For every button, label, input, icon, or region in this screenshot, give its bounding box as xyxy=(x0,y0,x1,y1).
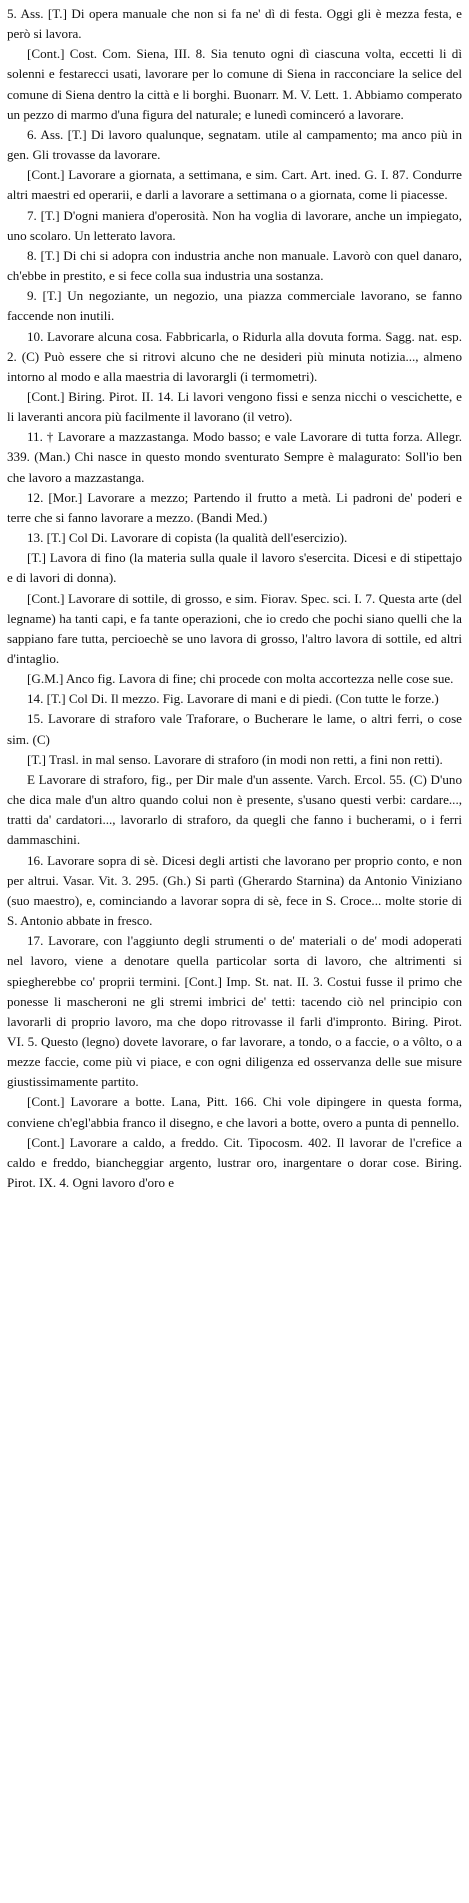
dictionary-entry: [Cont.] Lavorare a caldo, a freddo. Cit. Tipocosm. 402. Il lavorar de l'crefice a caldo e freddo, biancheggiar argento, lustrar oro, inargentare o dorar cose. Biring. Pirot. IX. 4. Ogni lavoro d'oro e xyxy=(7,1134,462,1191)
dictionary-entry: 9. [T.] Un negoziante, un negozio, una piazza commerciale lavorano, se fanno faccende non inutili. xyxy=(7,288,462,324)
dictionary-entry: 8. [T.] Di chi si adopra con industria anche non manuale. Lavorò con quel danaro, ch'ebbe in prestito, e si fece colla sua industria una sostanza. xyxy=(7,247,462,284)
dictionary-entry: [Cont.] Cost. Com. Siena, III. 8. Sia tenuto ogni dì ciascuna volta, eccetti li dì solenni e festarecci usati, lavorare per lo comune di Siena in racconciare la selice del comune di Siena dentro la città e li borghi. Buonarr. M. V. Lett. 1. Abbiamo comperato un pezzo di marmo d'una figura del naturale; e lunedì cominceró a lavorare. xyxy=(7,46,462,122)
dictionary-entry: 10. Lavorare alcuna cosa. Fabbricarla, o Ridurla alla dovuta forma. Sagg. nat. esp. 2. (C) Può essere che si ritrovi alcuno che ne desideri più minuta notizia..., almeno intorno al modo e alla maestria di lavorargli (i termometri). xyxy=(7,328,462,384)
dictionary-entry: [T.] Trasl. in mal senso. Lavorare di straforo (in modi non retti, a fini non retti). xyxy=(27,751,443,767)
dictionary-entry: 17. Lavorare, con l'aggiunto degli strumenti o de' materiali o de' modi adoperati nel lavoro, viene a denotare quella particolar sorta di lavoro, che altrimenti si spiegherebbe co' proprii termini. [Cont.] Imp. St. nat. II. 3. Costui fusse il primo che ponesse li mascheroni ne gli stremi imbrici de' tetti: tacendo ciò nel principio con lavorarli di proprio lavoro, ma che dopo ritrovasse il farli d'impronto. Biring. Pirot. VI. 5. Questo (legno) dovete lavorare, o far lavorare, a tondo, o a faccie, o a vôlto, o a mezze faccie, come più vi piace, e con ogni diligenza ed osservanza delle sue misure giustissimamente partito. xyxy=(7,933,462,1090)
dictionary-entry: [Cont.] Biring. Pirot. II. 14. Li lavori vengono fissi e senza nicchi o vescichette, e li laveranti ancora più facilmente il lavorano (il vetro). xyxy=(7,388,462,425)
dictionary-entry: 11. † Lavorare a mazzastanga. Modo basso; e vale Lavorare di tutta forza. Allegr. 339. (Man.) Chi nasce in questo mondo sventurato Sempre è malagurato: Soll'io ben che lavoro a mazzastanga. xyxy=(7,429,462,485)
dictionary-entry: 15. Lavorare di straforo vale Traforare, o Bucherare le lame, o altri ferri, o cose sim. (C) xyxy=(7,711,462,747)
dictionary-entry: [T.] Lavora di fino (la materia sulla quale il lavoro s'esercita. Dicesi e di stipettajo e di lavori di donna). xyxy=(7,550,462,586)
dictionary-entry: E Lavorare di straforo, fig., per Dir male d'un assente. Varch. Ercol. 55. (C) D'uno che dica male d'un altro quando colui non è presente, s'usano questi verbi: cardare..., tratti da' cardatori..., lavorarlo di straforo, da quegli che fanno i bucherami, o i ferri dammaschini. xyxy=(7,771,462,848)
dictionary-entry: 5. Ass. [T.] Di opera manuale che non si fa ne' dì di festa. Oggi gli è mezza festa, e però si lavora. xyxy=(7,6,462,42)
dictionary-page xyxy=(7,0,462,1193)
dictionary-entry: 16. Lavorare sopra di sè. Dicesi degli artisti che lavorano per proprio conto, e non per altrui. Vasar. Vit. 3. 295. (Gh.) Si partì (Gherardo Starnina) da Antonio Viniziano (suo maestro), e, cominciando a lavorar sopra di sè, fece in S. Croce... molte storie di S. Antonio abbate in fresco. xyxy=(7,852,462,929)
dictionary-entry: [Cont.] Lavorare a botte. Lana, Pitt. 166. Chi vole dipingere in questa forma, conviene ch'egl'abbia franco il disegno, e che lavori a botte, overo a punta di pennello. xyxy=(7,1094,462,1130)
dictionary-entry: 13. [T.] Col Di. Lavorare di copista (la qualità dell'esercizio). xyxy=(27,530,348,546)
dictionary-entry: [G.M.] Anco fig. Lavora di fine; chi procede con molta accortezza nelle cose sue. xyxy=(27,671,454,687)
dictionary-entry: 6. Ass. [T.] Di lavoro qualunque, segnatam. utile al campamento; ma anco più in gen. Gli trovasse da lavorare. xyxy=(7,126,462,163)
dictionary-entry: [Cont.] Lavorare a giornata, a settimana, e sim. Cart. Art. ined. G. I. 87. Condurre altri maestri ed operarii, e darli a lavorare a settimana o a giornata, come li piacesse. xyxy=(7,167,462,203)
dictionary-entry: 7. [T.] D'ogni maniera d'operosità. Non ha voglia di lavorare, anche un impiegato, uno scolaro. Un letterato lavora. xyxy=(7,207,462,243)
dictionary-entry: [Cont.] Lavorare di sottile, di grosso, e sim. Fiorav. Spec. sci. I. 7. Questa arte (del legname) ha tanti capi, e fa tante operazioni, che io credo che pochi siano quelli che la sappiano fare tutta, percioechè se uno lavora di grosso, l'altro lavora di sottile, ed altri d'intaglio. xyxy=(7,590,462,666)
dictionary-entry: 14. [T.] Col Di. Il mezzo. Fig. Lavorare di mani e di piedi. (Con tutte le forze.) xyxy=(27,691,439,707)
dictionary-entry: 12. [Mor.] Lavorare a mezzo; Partendo il frutto a metà. Li padroni de' poderi e terre che si fanno lavorare a mezzo. (Bandi Med.) xyxy=(7,489,462,525)
